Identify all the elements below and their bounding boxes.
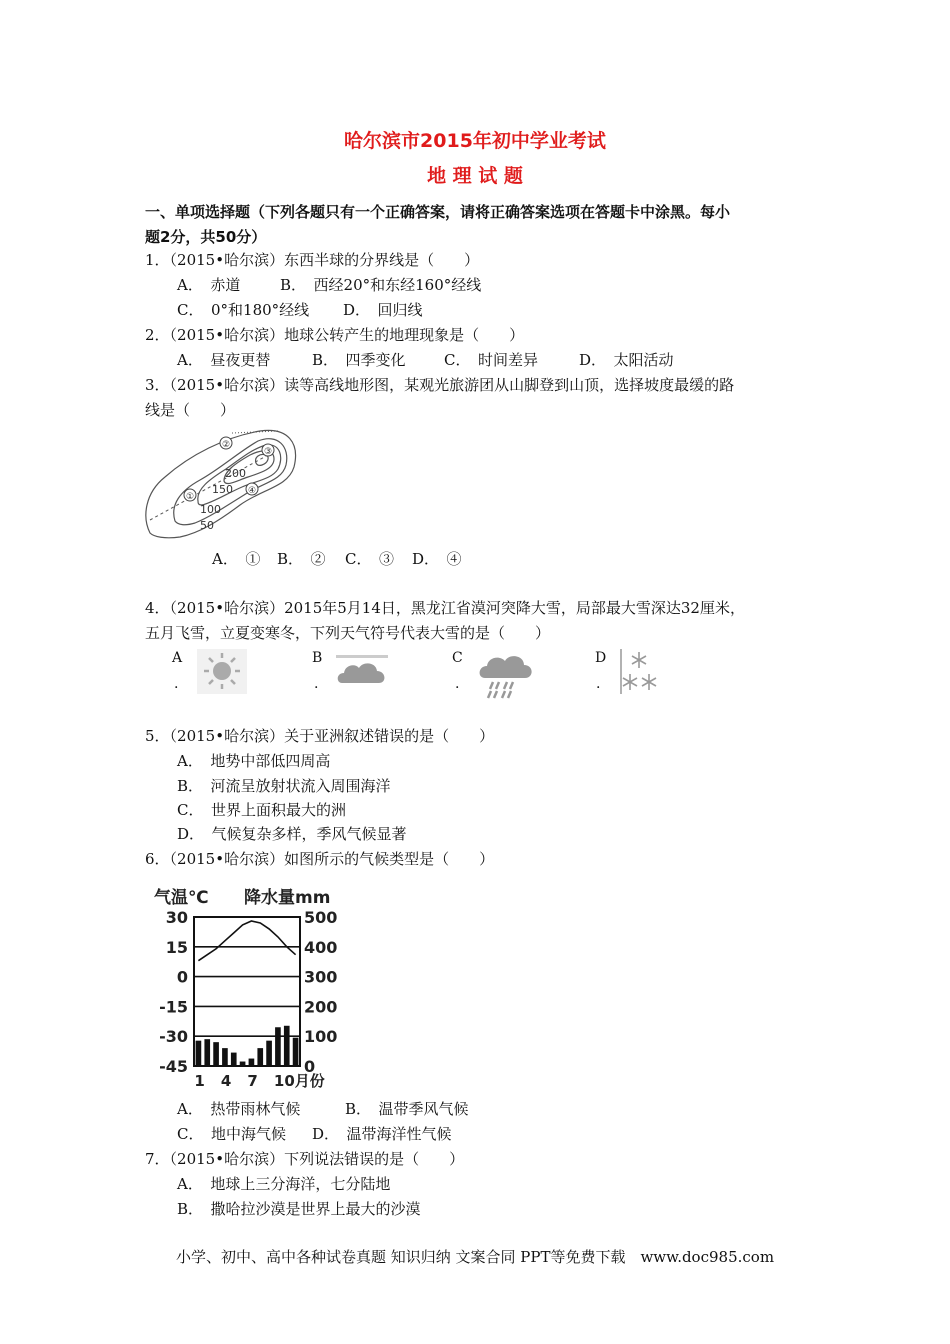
q2-option-d: D． 太阳活动 [579, 351, 674, 369]
q4-option-d-dot: . [596, 676, 601, 692]
marker-1: ① [185, 492, 195, 502]
precipitation-bar [284, 1026, 290, 1066]
contour-label-100: 100 [200, 503, 221, 516]
q2-stem: 2．（2015•哈尔滨）地球公转产生的地理现象是（ ） [145, 326, 525, 344]
precipitation-bar [249, 1059, 255, 1066]
precip-tick-label: 300 [304, 967, 338, 987]
precip-tick-label: 100 [304, 1027, 338, 1047]
q3-stem-line1: 3．（2015•哈尔滨）读等高线地形图，某观光旅游团从山脚登到山顶，选择坡度最缓的路 [145, 376, 735, 394]
q4-option-c-dot: . [455, 676, 460, 692]
climate-chart [148, 880, 348, 1095]
sunny-icon [197, 649, 247, 694]
q4-option-b-letter: B [312, 650, 323, 666]
q7-option-b: B． 撒哈拉沙漠是世界上最大的沙漠 [177, 1200, 421, 1218]
q3-option-b: B． ② [277, 550, 326, 568]
precip-tick-label: 200 [304, 997, 338, 1017]
marker-3: ③ [263, 447, 273, 457]
q2-option-c: C． 时间差异 [444, 351, 538, 369]
q5-option-b: B． 河流呈放射状流入周围海洋 [177, 777, 391, 795]
contour-label-50: 50 [200, 519, 214, 532]
precip-tick-label: 0 [304, 1057, 316, 1076]
contour-label-150: 150 [212, 483, 233, 496]
q1-stem: 1．（2015•哈尔滨）东西半球的分界线是（ ） [145, 251, 480, 269]
precipitation-bar [275, 1027, 281, 1066]
q7-option-a: A． 地球上三分海洋，七分陆地 [177, 1175, 391, 1193]
q6-option-a: A． 热带雨林气候 [177, 1100, 301, 1118]
q1-option-b: B． 西经20°和东经160°经线 [280, 276, 482, 294]
month-tick-label: 7 [247, 1072, 258, 1090]
month-tick-label: 4 [220, 1072, 232, 1090]
chart-title-temperature: 气温℃ [154, 888, 209, 908]
q6-option-c: C． 地中海气候 [177, 1125, 286, 1143]
footer-text: 小学、初中、高中各种试卷真题 知识归纳 文案合同 PPT等免费下载 www.doc985.com [175, 1248, 775, 1266]
precip-tick-label: 400 [304, 937, 338, 957]
heavy-snow-icon [618, 649, 660, 694]
precipitation-bar [204, 1039, 210, 1066]
chart-title-precipitation: 降水量mm [244, 888, 331, 908]
temp-tick-label: -45 [159, 1057, 188, 1076]
q4-option-d-letter: D [595, 650, 607, 666]
month-tick-label: 1 [194, 1072, 205, 1090]
exam-title: 哈尔滨市2015年初中学业考试 [344, 130, 606, 152]
temperature-line [198, 921, 295, 961]
contour-map [140, 425, 305, 540]
q4-stem-line1: 4．（2015•哈尔滨）2015年5月14日，黑龙江省漠河突降大雪，局部最大雪深达32厘米， [145, 599, 745, 617]
temp-tick-label: -15 [159, 997, 188, 1017]
precipitation-bar [293, 1038, 299, 1066]
precipitation-bar [222, 1048, 228, 1066]
q6-option-b: B． 温带季风气候 [345, 1100, 469, 1118]
q6-stem: 6．（2015•哈尔滨）如图所示的气候类型是（ ） [145, 850, 495, 868]
q5-option-a: A． 地势中部低四周高 [177, 752, 331, 770]
q3-option-c: C． ③ [345, 550, 394, 568]
q3-option-d: D． ④ [412, 550, 462, 568]
contour-label-200: 200 [225, 467, 246, 480]
subject-title: 地 理 试 题 [427, 165, 523, 187]
cloudy-icon [336, 655, 388, 687]
precip-tick-label: 500 [304, 908, 338, 927]
q2-option-a: A． 昼夜更替 [177, 351, 271, 369]
precipitation-bar [196, 1041, 202, 1066]
q1-option-d: D． 回归线 [343, 301, 423, 319]
marker-2: ② [221, 440, 231, 450]
precipitation-bar [231, 1053, 237, 1066]
precipitation-bar [213, 1042, 219, 1066]
q7-stem: 7．（2015•哈尔滨）下列说法错误的是（ ） [145, 1150, 465, 1168]
q4-option-b-dot: . [314, 676, 319, 692]
temp-tick-label: 0 [176, 967, 188, 987]
marker-4: ④ [247, 486, 257, 496]
q1-option-a: A． 赤道 [177, 276, 241, 294]
q5-option-d: D． 气候复杂多样，季风气候显著 [177, 825, 407, 843]
q6-option-d: D． 温带海洋性气候 [312, 1125, 452, 1143]
month-tick-label: 10月份 [273, 1072, 325, 1090]
q1-option-c: C． 0°和180°经线 [177, 301, 310, 319]
q2-option-b: B． 四季变化 [312, 351, 406, 369]
temp-tick-label: -30 [159, 1027, 188, 1047]
q5-option-c: C． 世界上面积最大的洲 [177, 801, 346, 819]
q3-option-a: A． ① [212, 550, 261, 568]
temp-tick-label: 30 [165, 908, 188, 927]
temp-tick-label: 15 [165, 937, 188, 957]
q4-option-a-dot: . [174, 676, 179, 692]
precipitation-bar [240, 1062, 246, 1066]
q4-option-a-letter: A [172, 650, 183, 666]
q3-stem-line2: 线是（ ） [145, 401, 236, 419]
q4-option-c-letter: C [452, 650, 463, 666]
rain-icon [477, 652, 535, 700]
q4-stem-line2: 五月飞雪，立夏变寒冬，下列天气符号代表大雪的是（ ） [145, 624, 551, 642]
precipitation-bar [257, 1048, 263, 1066]
precipitation-bar [266, 1041, 272, 1066]
section-header-line2: 题2分，共50分） [145, 228, 267, 246]
q5-stem: 5．（2015•哈尔滨）关于亚洲叙述错误的是（ ） [145, 727, 495, 745]
section-header-line1: 一、单项选择题（下列各题只有一个正确答案，请将正确答案选项在答题卡中涂黑。每小 [145, 203, 731, 221]
